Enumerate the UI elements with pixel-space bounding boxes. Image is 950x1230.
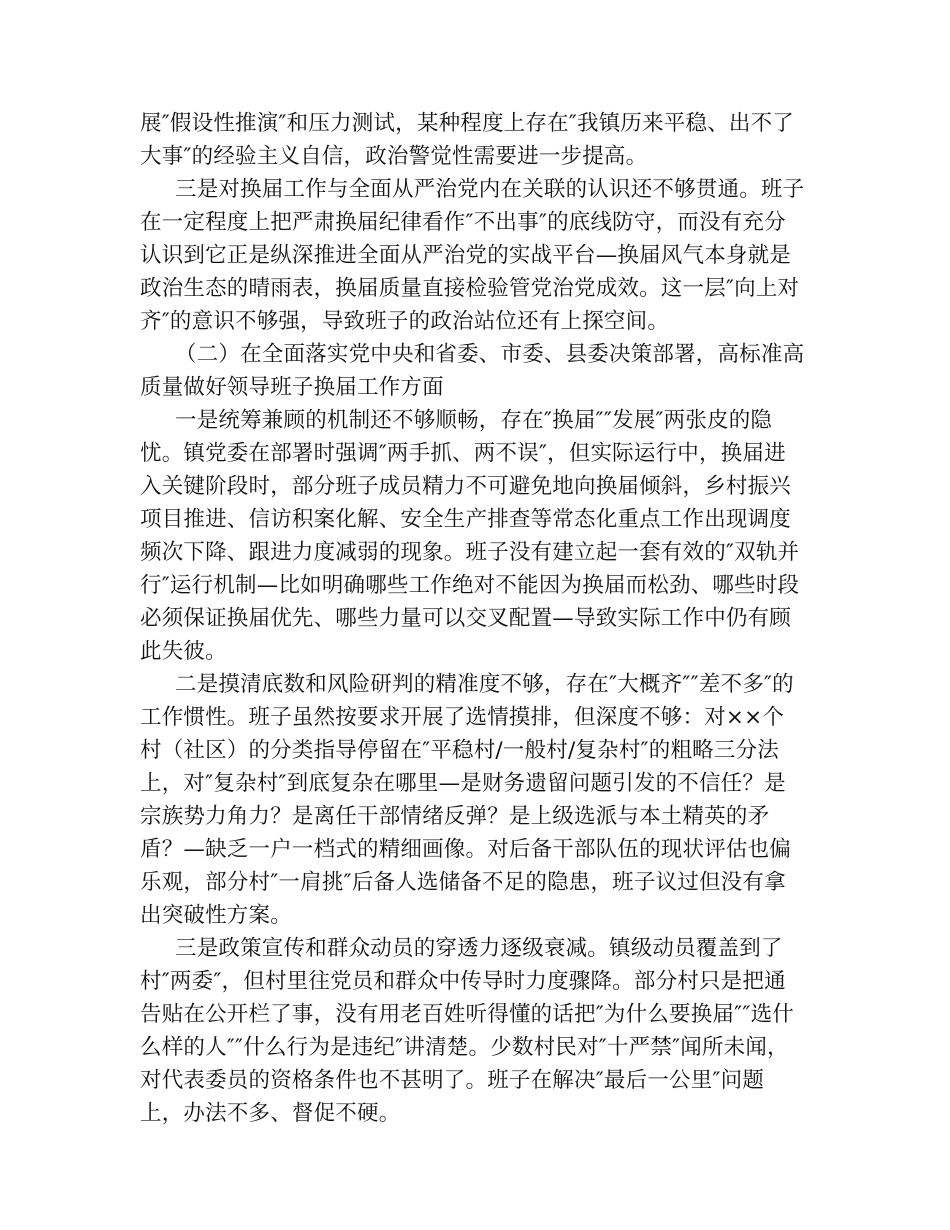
text-line-21: 上，对″复杂村″到底复杂在哪里—是财务遗留问题引发的不信任？是 [140, 771, 786, 796]
text-line-25: 出突破性方案。 [140, 903, 292, 928]
text-line-5: 认识到它正是纵深推进全面从严治党的实战平台—换届风气本身就是 [140, 243, 792, 268]
text-line-4: 在一定程度上把严肃换届纪律看作″不出事″的底线防守，而没有充分 [140, 210, 786, 235]
text-line-23: 盾？—缺乏一户一档式的精细画像。对后备干部队伍的现状评估也偏 [140, 837, 792, 862]
text-line-3: 三是对换届工作与全面从严治党内在关联的认识还不够贯通。班子 [175, 177, 805, 202]
text-line-10: 一是统筹兼顾的机制还不够顺畅，存在″换届″″发展″两张皮的隐 [175, 408, 773, 433]
text-line-29: 么样的人″″什么行为是违纪″讲清楚。少数村民对″十严禁″闻所未闻， [140, 1035, 789, 1060]
text-line-17: 此失彼。 [140, 639, 227, 664]
section-heading-line-2: 质量做好领导班子换届工作方面 [140, 375, 444, 400]
text-line-15: 行″运行机制—比如明确哪些工作绝对不能因为换届而松劲、哪些时段 [140, 573, 800, 598]
text-line-30: 对代表委员的资格条件也不甚明了。班子在解决″最后一公里″问题 [140, 1068, 765, 1093]
text-line-2: 大事″的经验主义自信，政治警觉性需要进一步提高。 [140, 144, 648, 169]
text-line-26: 三是政策宣传和群众动员的穿透力逐级衰减。镇级动员覆盖到了 [175, 936, 783, 961]
text-line-19: 工作惯性。班子虽然按要求开展了选情摸排，但深度不够：对××个 [140, 705, 785, 730]
text-line-18: 二是摸清底数和风险研判的精准度不够，存在″大概齐″″差不多″的 [175, 672, 794, 697]
text-line-1: 展″假设性推演″和压力测试，某种程度上存在″我镇历来平稳、出不了 [140, 111, 794, 136]
text-line-24: 乐观，部分村″一肩挑″后备人选储备不足的隐患，班子议过但没有拿 [140, 870, 786, 895]
text-line-31: 上，办法不多、督促不硬。 [140, 1101, 401, 1126]
text-line-22: 宗族势力角力？是离任干部情绪反弹？是上级选派与本土精英的矛 [140, 804, 770, 829]
text-line-28: 告贴在公开栏了事，没有用老百姓听得懂的话把″为什么要换届″″选什 [140, 1002, 794, 1027]
text-line-6: 政治生态的晴雨表，换届质量直接检验管党治党成效。这一层″向上对 [140, 276, 800, 301]
text-line-20: 村（社区）的分类指导停留在″平稳村/一般村/复杂村″的粗略三分法 [140, 738, 779, 763]
text-line-27: 村″两委″，但村里往党员和群众中传导时力度骤降。部分村只是把通 [140, 969, 786, 994]
text-line-11: 忧。镇党委在部署时强调″两手抓、两不误″，但实际运行中，换届进 [140, 441, 786, 466]
text-line-12: 入关键阶段时，部分班子成员精力不可避免地向换届倾斜，乡村振兴 [140, 474, 792, 499]
text-line-16: 必须保证换届优先、哪些力量可以交叉配置—导致实际工作中仍有顾 [140, 606, 792, 631]
section-heading-line-1: （二）在全面落实党中央和省委、市委、县委决策部署，高标准高 [175, 342, 805, 367]
text-line-7: 齐″的意识不够强，导致班子的政治站位还有上探空间。 [140, 309, 670, 334]
text-line-14: 频次下降、跟进力度减弱的现象。班子没有建立起一套有效的″双轨并 [140, 540, 800, 565]
text-line-13: 项目推进、信访积案化解、安全生产排查等常态化重点工作出现调度 [140, 507, 792, 532]
